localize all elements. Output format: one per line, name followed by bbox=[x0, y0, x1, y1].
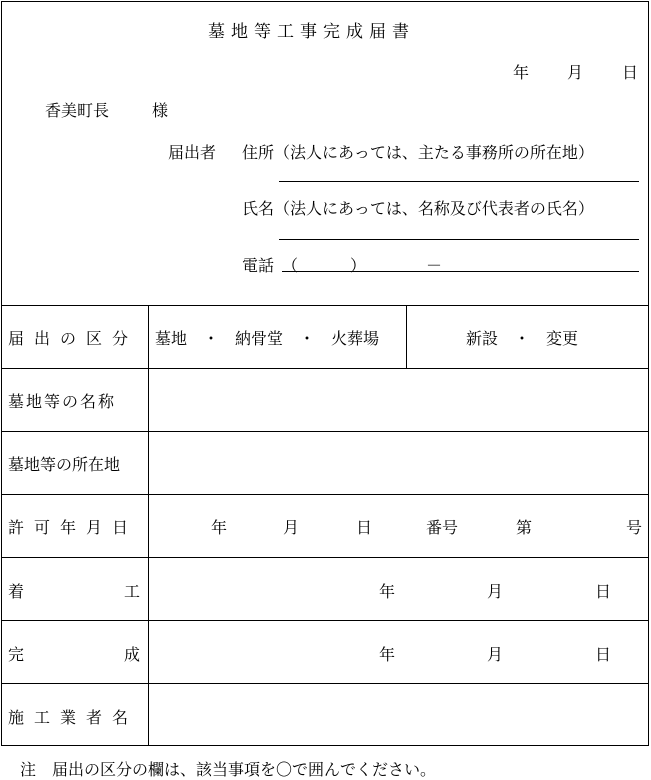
start-year: 年 bbox=[379, 582, 396, 601]
facility-location-label: 墓地等の所在地 bbox=[8, 455, 121, 474]
phone-paren-open: （ bbox=[282, 256, 299, 275]
row-rule bbox=[1, 431, 649, 432]
permit-number-suffix: 号 bbox=[626, 518, 643, 537]
complete-label-right: 成 bbox=[124, 645, 141, 664]
date-month-label: 月 bbox=[567, 63, 584, 82]
permit-number-prefix: 第 bbox=[516, 518, 533, 537]
honorific: 様 bbox=[152, 101, 169, 120]
facility-name-field[interactable] bbox=[152, 372, 646, 428]
row-rule bbox=[1, 683, 649, 684]
permit-year: 年 bbox=[211, 518, 228, 537]
label-column-rule bbox=[148, 305, 149, 746]
category-split-rule bbox=[406, 305, 407, 368]
row-rule bbox=[1, 557, 649, 558]
contractor-field[interactable] bbox=[152, 687, 646, 743]
row-rule bbox=[1, 620, 649, 621]
address-label: 住所（法人にあっては、主たる事務所の所在地） bbox=[242, 143, 594, 162]
complete-label-left: 完 bbox=[8, 645, 25, 664]
complete-year: 年 bbox=[379, 645, 396, 664]
table-top-rule bbox=[1, 305, 649, 306]
form-title: 墓地等工事完成届書 bbox=[208, 22, 415, 42]
facility-location-field[interactable] bbox=[152, 435, 646, 491]
facility-options[interactable]: 墓地 ・ 納骨堂 ・ 火葬場 bbox=[155, 329, 380, 348]
complete-day: 日 bbox=[595, 645, 612, 664]
phone-label: 電話 bbox=[242, 256, 275, 275]
start-month: 月 bbox=[487, 582, 504, 601]
phone-paren-close: ） bbox=[350, 256, 367, 275]
addressee: 香美町長 bbox=[45, 101, 110, 120]
date-year-label: 年 bbox=[513, 63, 530, 82]
type-options[interactable]: 新設 ・ 変更 bbox=[466, 329, 579, 348]
footnote: 注 届出の区分の欄は、該当事項を〇で囲んでください。 bbox=[20, 760, 437, 779]
contractor-label: 施工業者名 bbox=[8, 708, 139, 727]
name-label: 氏名（法人にあっては、名称及び代表者の氏名） bbox=[242, 199, 594, 218]
facility-name-label: 墓地等の名称 bbox=[8, 392, 117, 411]
permit-number-label: 番号 bbox=[426, 518, 459, 537]
address-line[interactable] bbox=[279, 181, 639, 182]
permit-date-label: 許可年月日 bbox=[8, 518, 139, 537]
start-label-right: 工 bbox=[124, 582, 141, 601]
complete-month: 月 bbox=[487, 645, 504, 664]
start-day: 日 bbox=[595, 582, 612, 601]
date-day-label: 日 bbox=[622, 63, 639, 82]
permit-day: 日 bbox=[356, 518, 373, 537]
name-line[interactable] bbox=[279, 239, 639, 240]
permit-month: 月 bbox=[283, 518, 300, 537]
applicant-label: 届出者 bbox=[168, 143, 217, 162]
start-label-left: 着 bbox=[8, 582, 25, 601]
category-label: 届出の区分 bbox=[8, 329, 139, 348]
row-rule bbox=[1, 368, 649, 369]
phone-line[interactable] bbox=[282, 271, 639, 272]
row-rule bbox=[1, 494, 649, 495]
phone-dash: － bbox=[426, 256, 443, 275]
